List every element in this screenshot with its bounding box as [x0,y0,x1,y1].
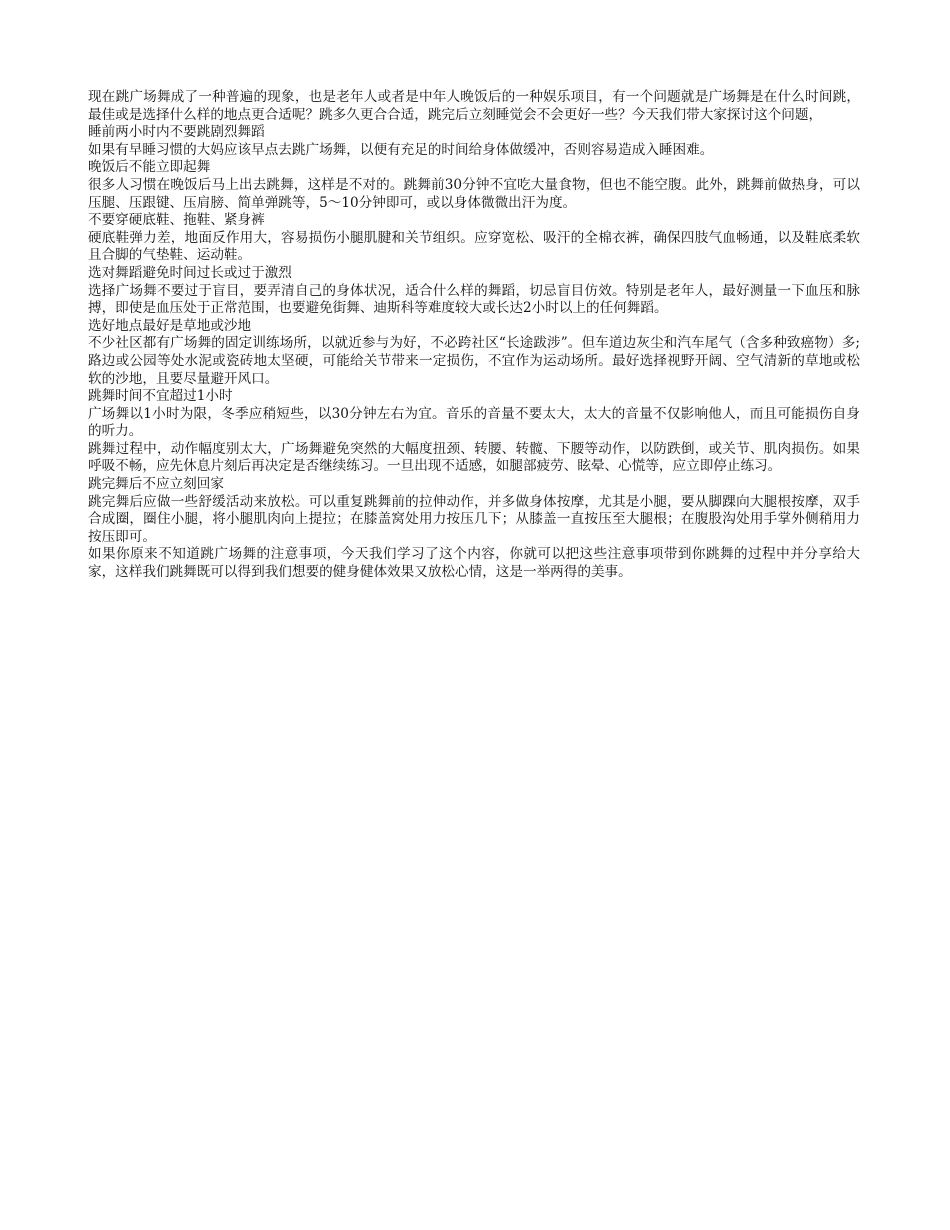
section-paragraph: 选择广场舞不要过于盲目，要弄清自己的身体状况，适合什么样的舞蹈，切忌盲目仿效。特别是老年人，最好测量一下血压和脉搏，即使是血压处于正常范围，也要避免街舞、迪斯科等难度较大或长达2小时以上的任何舞蹈。 [88,282,860,317]
section-paragraph: 跳完舞后应做一些舒缓活动来放松。可以重复跳舞前的拉伸动作，并多做身体按摩，尤其是小腿，要从脚踝向大腿根按摩，双手合成圈，圈住小腿，将小腿肌肉向上提拉；在膝盖窝处用力按压几下；从膝盖一直按压至大腿根；在腹股沟处用手掌外侧稍用力按压即可。 [88,493,860,545]
section-heading-dance-choice: 选对舞蹈避免时间过长或过于激烈 [88,264,292,281]
section-heading-after-dinner: 晚饭后不能立即起舞 [88,159,211,176]
section-heading-after-dance: 跳完舞后不应立刻回家 [88,476,224,493]
section-heading-location: 选好地点最好是草地或沙地 [88,317,252,334]
section-paragraph: 如果有早睡习惯的大妈应该早点去跳广场舞，以便有充足的时间给身体做缓冲，否则容易造成入睡困难。 [88,141,714,158]
closing-paragraph: 如果你原来不知道跳广场舞的注意事项，今天我们学习了这个内容，你就可以把这些注意事项带到你跳舞的过程中并分享给大家，这样我们跳舞既可以得到我们想要的健身健体效果又放松心情，这是一举两得的美事。 [88,546,860,581]
section-heading-duration: 跳舞时间不宜超过1小时 [88,388,233,405]
document-body [88,89,860,582]
section-paragraph: 跳舞过程中，动作幅度别太大，广场舞避免突然的大幅度扭颈、转腰、转髋、下腰等动作，以防跌倒，或关节、肌肉损伤。如果呼吸不畅，应先休息片刻后再决定是否继续练习。一旦出现不适感，如腿部疲劳、眩晕、心慌等，应立即停止练习。 [88,440,860,475]
section-paragraph: 很多人习惯在晚饭后马上出去跳舞，这样是不对的。跳舞前30分钟不宜吃大量食物，但也不能空腹。此外，跳舞前做热身，可以压腿、压跟键、压肩膀、简单弹跳等，5～10分钟即可，或以身体微微出汗为度。 [88,176,860,211]
section-paragraph: 不少社区都有广场舞的固定训练场所，以就近参与为好，不必跨社区“长途跋涉”。但车道边灰尘和汽车尾气（含多种致癌物）多;路边或公园等处水泥或瓷砖地太坚硬，可能给关节带来一定损伤，不宜作为运动场所。最好选择视野开阔、空气清新的草地或松软的沙地，且要尽量避开风口。 [88,335,860,387]
section-paragraph: 广场舞以1小时为限，冬季应稍短些，以30分钟左右为宜。音乐的音量不要太大，太大的音量不仅影响他人，而且可能损伤自身的听力。 [88,405,860,440]
intro-paragraph: 现在跳广场舞成了一种普遍的现象，也是老年人或者是中年人晚饭后的一种娱乐项目，有一个问题就是广场舞是在什么时间跳，最佳或是选择什么样的地点更合适呢？跳多久更合合适，跳完后立刻睡觉会不会更好一些？今天我们带大家探讨这个问题， [88,89,860,123]
section-heading-shoes: 不要穿硬底鞋、拖鞋、紧身裤 [88,212,265,229]
section-heading-sleep: 睡前两小时内不要跳剧烈舞蹈 [88,124,265,141]
section-paragraph: 硬底鞋弹力差，地面反作用大，容易损伤小腿肌腱和关节组织。应穿宽松、吸汗的全棉衣裤，确保四肢气血畅通，以及鞋底柔软且合脚的气垫鞋、运动鞋。 [88,229,860,264]
